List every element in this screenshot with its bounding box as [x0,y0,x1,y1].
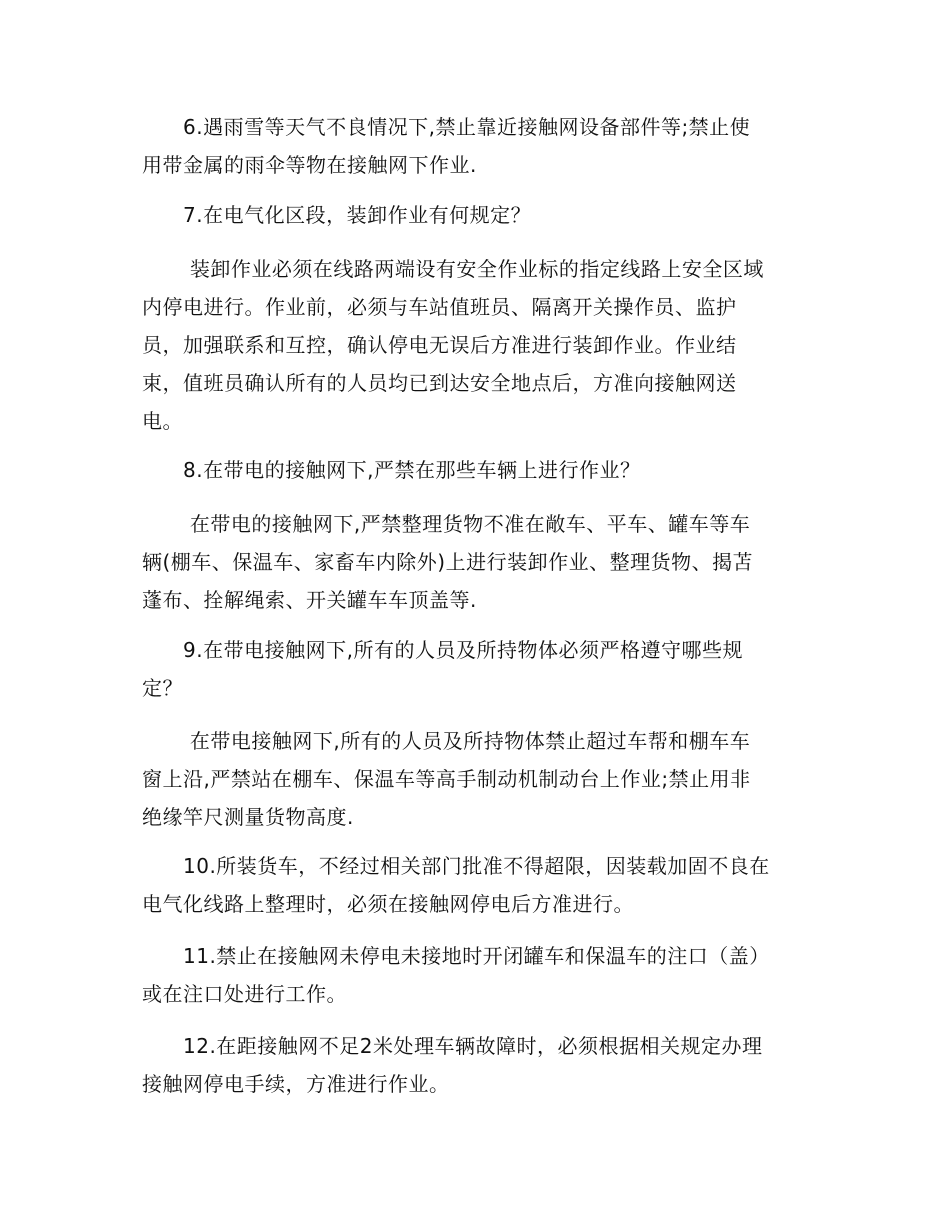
question-8: 8.在带电的接触网下,严禁在那些车辆上进行作业？ [142,458,641,482]
paragraph-item-10: 10.所装货车，不经过相关部门批准不得超限，因装载加固不良在 电气化线路上整理时，必须在接触网停电后方准进行。 [142,854,770,916]
answer-8: 在带电的接触网下,严禁整理货物不准在敞车、平车、罐车等车 辆(棚车、保温车、家畜车内除外)上进行装卸作业、整理货物、揭苫 蓬布、拴解绳索、开关罐车车顶盖等. [142,512,754,612]
paragraph-item-6: 6.遇雨雪等天气不良情况下,禁止靠近接触网设备部件等;禁止使 用带金属的雨伞等物在接触网下作业. [142,115,751,177]
paragraph-item-11: 11.禁止在接触网未停电未接地时开闭罐车和保温车的注口（盖） 或在注口处进行工作。 [142,944,770,1006]
paragraph-item-12: 12.在距接触网不足2米处理车辆故障时，必须根据相关规定办理 接触网停电手续，方准进行作业。 [142,1034,763,1096]
question-9: 9.在带电接触网下,所有的人员及所持物体必须严格遵守哪些规 定？ [142,638,743,700]
answer-7: 装卸作业必须在线路两端设有安全作业标的指定线路上安全区域 内停电进行。作业前，必须与车站值班员、隔离开关操作员、监护 员，加强联系和互控，确认停电无误后方准进行装卸作业。作业结 束，值班员确认所有的人员均已到达安全地点后，方准向接触网送 电。 [142,257,764,433]
answer-9: 在带电接触网下,所有的人员及所持物体禁止超过车帮和棚车车 窗上沿,严禁站在棚车、保温车等高手制动机制动台上作业;禁止用非 绝缘竿尺测量货物高度. [142,729,751,829]
question-7: 7.在电气化区段，装卸作业有何规定？ [142,203,532,227]
